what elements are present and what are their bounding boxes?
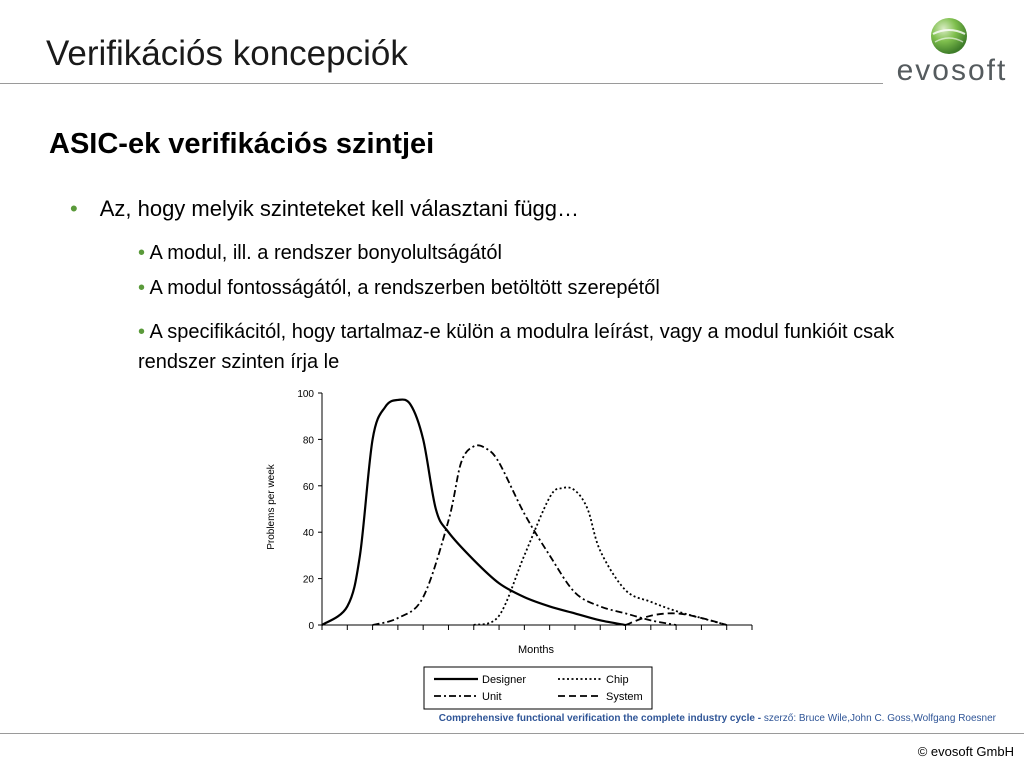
- y-tick-label: 20: [302, 574, 314, 586]
- series-line-system: [626, 613, 727, 625]
- logo-sphere-icon: [929, 16, 969, 56]
- y-tick-label: 40: [302, 528, 314, 540]
- source-caption: [439, 713, 996, 724]
- x-axis-label: Months: [517, 644, 555, 656]
- logo-text: evosoft: [896, 54, 1008, 87]
- bullet-marker: •: [138, 321, 146, 343]
- bullet-marker: •: [138, 242, 146, 264]
- legend-label: Unit: [482, 691, 502, 703]
- bullet-marker: •: [70, 196, 78, 221]
- problems-per-week-chart: [258, 380, 770, 714]
- series-line-chip: [474, 487, 727, 625]
- sub-bullet-text: A specifikácitól, hogy tartalmaz-e külön a modulra leírást, vagy a modul funkióit csak rendszer szinten írja le: [138, 321, 895, 373]
- y-tick-label: 80: [302, 435, 314, 447]
- sub-bullet: [138, 242, 502, 265]
- caption-authors: szerző: Bruce Wile,John C. Goss,Wolfgang Roesner: [763, 713, 996, 724]
- y-tick-label: 0: [308, 621, 314, 632]
- legend-label: Chip: [606, 674, 629, 686]
- legend-label: Designer: [482, 674, 527, 686]
- series-line-designer: [322, 400, 626, 625]
- main-bullet-text: Az, hogy melyik szinteteket kell választani függ…: [99, 196, 580, 221]
- title-divider: [0, 83, 883, 84]
- main-bullet: [70, 196, 579, 222]
- section-heading: ASIC-ek verifikációs szintjei: [49, 128, 435, 160]
- legend-label: System: [606, 691, 643, 703]
- chart-legend: [424, 667, 652, 709]
- sub-bullet-text: A modul, ill. a rendszer bonyolultságától: [149, 242, 502, 264]
- caption-source: Comprehensive functional verification the complete industry cycle -: [438, 713, 762, 724]
- evosoft-logo: [893, 14, 1011, 90]
- bullet-marker: •: [138, 277, 146, 299]
- sub-bullet: [138, 277, 660, 300]
- sub-bullet: [138, 317, 898, 377]
- y-axis-label: Problems per week: [266, 464, 277, 550]
- sub-bullet-text: A modul fontosságától, a rendszerben betöltött szerepétől: [149, 277, 660, 299]
- y-tick-label: 100: [297, 389, 314, 400]
- slide-title: Verifikációs koncepciók: [46, 34, 408, 73]
- y-tick-label: 60: [302, 481, 314, 493]
- footer-divider: [0, 733, 1024, 734]
- copyright: © evosoft GmbH: [917, 744, 1014, 759]
